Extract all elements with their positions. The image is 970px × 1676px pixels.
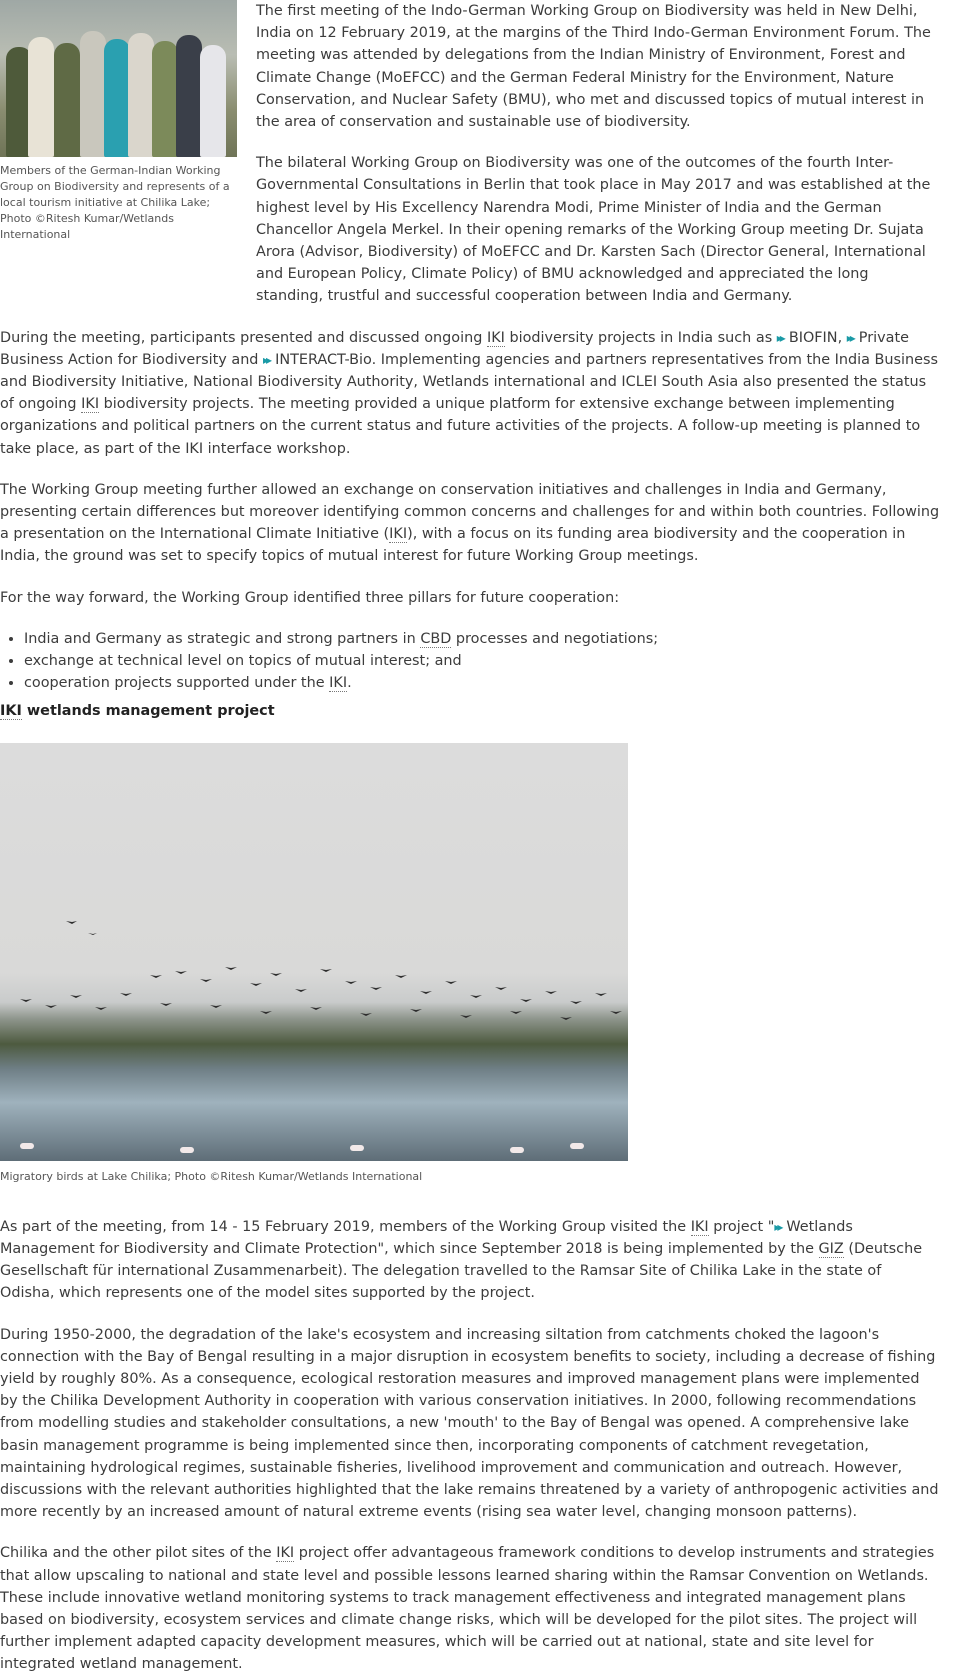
iki-abbreviation[interactable]: IKI [486,329,505,346]
double-chevron-right-icon: ▸▸ [776,330,783,345]
way-forward-paragraph: For the way forward, the Working Group identified three pillars for future cooperation: [0,589,620,606]
iki-abbreviation[interactable]: IKI [690,1218,709,1235]
intro-paragraph-1: The first meeting of the Indo-German Working Group on Biodiversity was held in New Delhi, India on 12 February 2019, at the margins of the Third Indo-German Environment Forum. The meeting was attended by delegations from the Indian Ministry of Environment, Forest and Climate Change (MoEFCC) and the German Federal Ministry for the Environment, Nature Conservation, and Nuclear Safety (BMU), who met and discussed topics of mutual interest in the area of conservation and sustainable use of biodiversity. [256,3,931,131]
birds-photo [0,743,628,1161]
iki-abbreviation[interactable]: IKI [276,1545,295,1562]
exchange-paragraph: The Working Group meeting further allowed an exchange on conservation initiatives and challenges in India and Germany, presenting certain differences but moreover identifying common concerns and challenges for and within both countries. Following a presentation on the International Climate Initiative (IKI), with a focus on its funding area biodiversity and the cooperation in India, the ground was set to specify topics of mutual interest for future Working Group meetings. [0,481,940,565]
cbd-abbreviation[interactable]: CBD [420,630,452,647]
double-chevron-right-icon: ▸▸ [263,352,270,367]
section-heading: IKI wetlands management project [0,703,275,720]
group-photo [0,0,237,157]
pilot-sites-paragraph: Chilika and the other pilot sites of the IKI project offer advantageous framework conditions to develop instruments and strategies that allow upscaling to national and state level and possible lessons learned sharing within the Ramsar Convention on Wetlands. These include innovative wetland monitoring systems to track management effectiveness and integrated management plans based on biodiversity, ecosystem services and climate change risks, which will be developed for the pilot sites. The project will further implement adapted capacity development measures, which will be carried out at national, state and site level for integrated wetland management. [0,1545,935,1673]
biofin-link[interactable]: ▸▸ BIOFIN [776,329,838,346]
list-item: • exchange at technical level on topics of mutual interest; and [24,650,940,672]
interact-bio-link[interactable]: ▸▸ INTERACT-Bio [263,351,372,368]
list-item: • cooperation projects supported under the IKI. [24,672,940,694]
iki-abbreviation[interactable]: IKI [389,526,408,543]
double-chevron-right-icon: ▸▸ [774,1219,781,1234]
giz-abbreviation[interactable]: GIZ [818,1240,844,1257]
group-photo-caption: Members of the German-Indian Working Group on Biodiversity and represents of a local tourism initiative at Chilika Lake; Photo ©Ritesh Kumar/Wetlands International [0,164,230,241]
group-photo-figure [0,0,237,243]
birds-photo-figure [0,743,940,1185]
double-chevron-right-icon: ▸▸ [846,330,853,345]
iki-abbreviation[interactable]: IKI [81,396,100,413]
iki-abbreviation[interactable]: IKI [329,675,348,692]
list-item: • India and Germany as strategic and strong partners in CBD processes and negotiations; [24,628,940,650]
wetlands-management-link[interactable]: ▸▸ Wetlands Management for Biodiversity and Climate Protection [0,1218,853,1257]
visit-paragraph: As part of the meeting, from 14 - 15 February 2019, members of the Working Group visited the IKI project "▸▸ Wetlands Management for Biodiversity and Climate Protection", which since September 2018 is being implemented by the GIZ (Deutsche Gesellschaft für international Zusammenarbeit). The delegation travelled to the Ramsar Site of Chilika Lake in the state of Odisha, which represents one of the model sites supported by the project. [0,1218,923,1302]
intro-text [256,0,940,308]
birds-photo-caption: Migratory birds at Lake Chilika; Photo ©Ritesh Kumar/Wetlands International [0,1169,423,1183]
pillars-list [0,628,940,695]
intro-paragraph-2: The bilateral Working Group on Biodiversity was one of the outcomes of the fourth Inter-Governmental Consultations in Berlin that took place in May 2017 and was established at the highest level by His Excellency Narendra Modi, Prime Minister of India and the German Chancellor Angela Merkel. In their opening remarks of the Working Group meeting Dr. Sujata Arora (Advisor, Biodiversity) of MoEFCC and Dr. Karsten Sach (Director General, International and European Policy, Climate Policy) of BMU acknowledged and appreciated the long standing, trustful and successful cooperation between India and Germany. [256,155,931,305]
private-business-action-link[interactable]: ▸▸ Private Business Action for Biodiversity [0,329,909,368]
birds-illustration [0,743,628,1161]
projects-paragraph: During the meeting, participants presented and discussed ongoing IKI biodiversity projects in India such as ▸▸ BIOFIN, ▸▸ Private Business Action for Biodiversity and ▸▸ INTERACT-Bio. Implementing agencies and partners representatives from the India Business and Biodiversity Initiative, National Biodiversity Authority, Wetlands international and ICLEI South Asia also presented the status of ongoing IKI biodiversity projects. The meeting provided a unique platform for extensive exchange between implementing organizations and political partners on the current status and future activities of the projects. A follow-up meeting is planned to take place, as part of the IKI interface workshop. [0,329,939,457]
degradation-paragraph: During 1950-2000, the degradation of the lake's ecosystem and increasing siltation from catchments choked the lagoon's connection with the Bay of Bengal resulting in a major disruption in ecosystem benefits to society, including a decrease of fishing yield by roughly 80%. As a consequence, ecological restoration measures and improved management plans were implemented by the Chilika Development Authority in cooperation with various conservation initiatives. In 2000, following recommendations from modelling studies and stakeholder consultations, a new 'mouth' to the Bay of Bengal was opened. A comprehensive lake basin management programme is being implemented since then, incorporating components of catchment revegetation, maintaining hydrological regimes, sustainable fisheries, livelihood improvement and communication and outreach. However, discussions with the relevant authorities highlighted that the lake remains threatened by a variety of anthropogenic activities and more recently by an increased amount of natural extreme events (rising sea water level, changing monsoon patterns). [0,1326,939,1521]
iki-abbreviation[interactable]: IKI [0,703,22,720]
